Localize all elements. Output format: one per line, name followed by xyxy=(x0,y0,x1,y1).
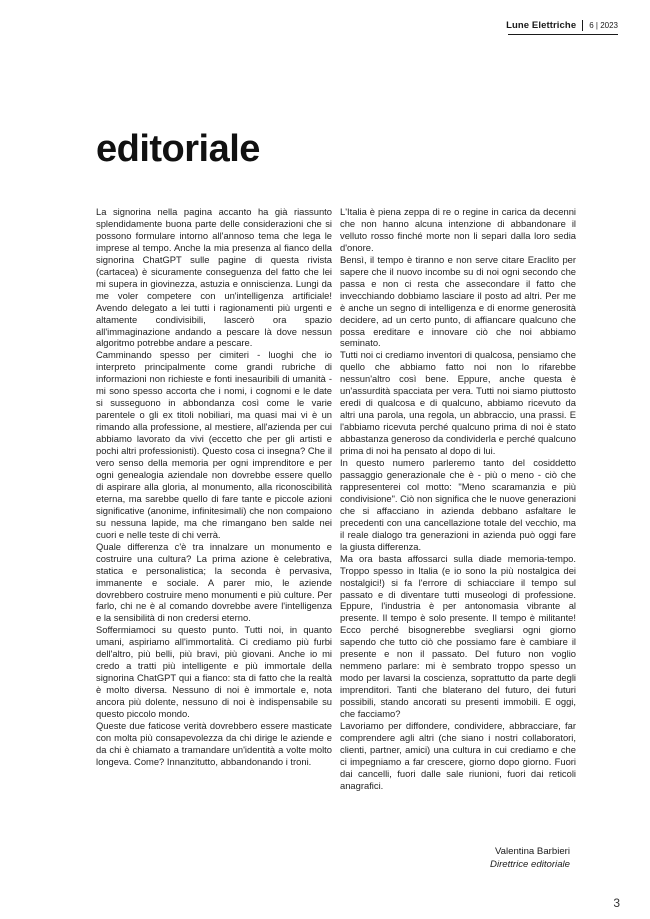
running-header xyxy=(506,20,618,31)
right-column xyxy=(340,206,576,792)
paragraph: La signorina nella pagina accanto ha già riassunto splendidamente buona parte delle considerazioni che si possono formulare intorno all'annoso tema che lega le imprese al tempo. Anche la mia presenza al fianco della signorina ChatGPT sulle pagine di questa rivista (cartacea) è sicuramente conseguenza del fatto che lei mi supera in giovinezza, astuzia e onniscienza. Lungi da me voler competere con un'intelligenza artificiale! Avendo delegato a lei tutti i ragionamenti più urgenti e altamente condivisibili, lascerò ora spazio all'immaginazione andando a pescare là dove nessun algoritmo potrebbe andare a pescare. xyxy=(96,206,332,349)
paragraph: Queste due faticose verità dovrebbero essere masticate con molta più consapevolezza da chi dirige le aziende e da chi è chiamato a tramandare un'identità a volte molto longeva. Come? Innanzitutto, abbandonando i troni. xyxy=(96,719,332,767)
paragraph: In questo numero parleremo tanto del cosiddetto passaggio generazionale che è - più o meno - ciò che rappresenterei col motto: "Meno scaramanzia e più condivisione". Ciò non significa che le nuove generazioni che si affacciano in azienda debbano asfaltare le precedenti con una cancellazione totale del vecchio, ma il reale dialogo tra generazioni in azienda può oggi fare la giusta differenza. xyxy=(340,457,576,552)
paragraph: Quale differenza c'è tra innalzare un monumento e costruire una cultura? La prima azione è celebrativa, statica e personalistica; la seconda è pervasiva, immanente e sociale. A parer mio, le aziende dovrebbero costruire meno monumenti e più culture. Per farlo, chi ne è al comando dovrebbe avere l'intelligenza e la sensibilità di non credersi eterno. xyxy=(96,540,332,624)
header-divider xyxy=(582,20,583,31)
author-role: Direttrice editoriale xyxy=(490,859,570,870)
magazine-name: Lune Elettriche xyxy=(506,20,577,31)
paragraph: Tutti noi ci crediamo inventori di qualcosa, pensiamo che quello che abbiamo fatto noi non lo rifarebbe nessun'altro così bene. Eppure, anche questa è un'assurdità spacciata per vera. Tutti noi siamo piuttosto eredi di qualcosa e di qualcuno, abbiamo ricevuto da altri una parola, una regola, un abbraccio, una prassi. E l'abbiamo ricevuta perché qualcuno prima di noi è stato abbastanza generoso da condividerla e perché qualcuno prima di noi ha pensato al dopo di lui. xyxy=(340,349,576,457)
issue-number: 6 | 2023 xyxy=(589,21,618,30)
paragraph: Lavoriamo per diffondere, condividere, abbracciare, far comprendere agli altri (che siano i nostri collaboratori, clienti, partner, amici) una cultura in cui crediamo e che ci impegniamo a far crescere, giorno dopo giorno. Fuori dai cancelli, fuori dalle sale riunioni, fuori dai reticoli anagrafici. xyxy=(340,719,576,791)
signature xyxy=(490,845,570,871)
paragraph: Ma ora basta affossarci sulla diade memoria-tempo. Troppo spesso in Italia (e io sono la più nostalgica dei nostalgici!) si fa l'errore di schiacciare il tempo sul passato e di diventare tutti museologi di professione. Eppure, l'industria è per antonomasia vibrante al presente. Il tempo è solo presente. Il tempo è militante! Ecco perché bisognerebbe svegliarsi ogni giorno sapendo che tutto ciò che possiamo fare è cambiare il presente e non il passato. Del futuro non voglio nemmeno parlare: mi è sembrato troppo spesso un modo per lavarsi la coscienza, soprattutto da parte degli imprenditori. Tanti che blaterano del futuro, dei futuri possibili, stando ancorati su presenti immobili. E oggi, che facciamo? xyxy=(340,552,576,720)
left-column xyxy=(96,206,332,768)
paragraph: Soffermiamoci su questo punto. Tutti noi, in quanto umani, aspiriamo all'immortalità. Ci crediamo più furbi dell'altro, più belli, più bravi, più giovani. Anche io mi credo a tratti più intelligente e più immortale della signorina ChatGPT qui a fianco: sta di fatto che la realtà è molto diversa. Nessuno di noi è immortale e, nota ancora più dolente, nessuno di noi è indispensabile su questo piccolo mondo. xyxy=(96,624,332,720)
page-number: 3 xyxy=(613,896,620,910)
paragraph: Bensì, il tempo è tiranno e non serve citare Eraclito per sapere che il nuovo incombe su di noi ogni secondo che passa e non ci resta che assecondare il fatto che invecchiando dobbiamo lasciare il posto ad altri. Per me è anche un segno di intelligenza e di enorme generosità decidere, ad un certo punto, di affiancare qualcuno che possa ereditare e innovare ciò che noi abbiamo seminato. xyxy=(340,253,576,349)
paragraph: L'Italia è piena zeppa di re o regine in carica da decenni che non hanno alcuna intenzione di abbandonare il velluto rosso finché morte non li separi dalla loro sedia d'onore. xyxy=(340,206,576,253)
page-title: editoriale xyxy=(96,128,260,170)
header-rule xyxy=(508,34,618,35)
paragraph: Camminando spesso per cimiteri - luoghi che io interpreto principalmente come grandi rubriche di informazioni non richieste e fonti inesauribili di umanità - mi sono spesso accorta che i nomi, i cognomi e le date si susseguono in abbondanza così come le varie parentele o gli ex titoli nobiliari, ma quasi mai vi è un rimando alla professione, al mestiere, all'azienda per cui abbiamo lavorato da vivi (eccetto che per gli artisti e pochi altri professionisti). Questo cosa ci insegna? Che il vero senso della memoria per ogni imprenditore e per ogni genealogia aziendale non dovrebbe essere quello di aspirare alla gloria, al monumento, alla riconoscibilità eterna, ma sarebbe quello di fare tante e piccole azioni significative (anonime, infinitesimali) che non compaiono su nessuna lapide, ma che rimangano ben salde nei cuori e nelle teste di chi verrà. xyxy=(96,349,332,540)
author-name: Valentina Barbieri xyxy=(494,846,570,857)
